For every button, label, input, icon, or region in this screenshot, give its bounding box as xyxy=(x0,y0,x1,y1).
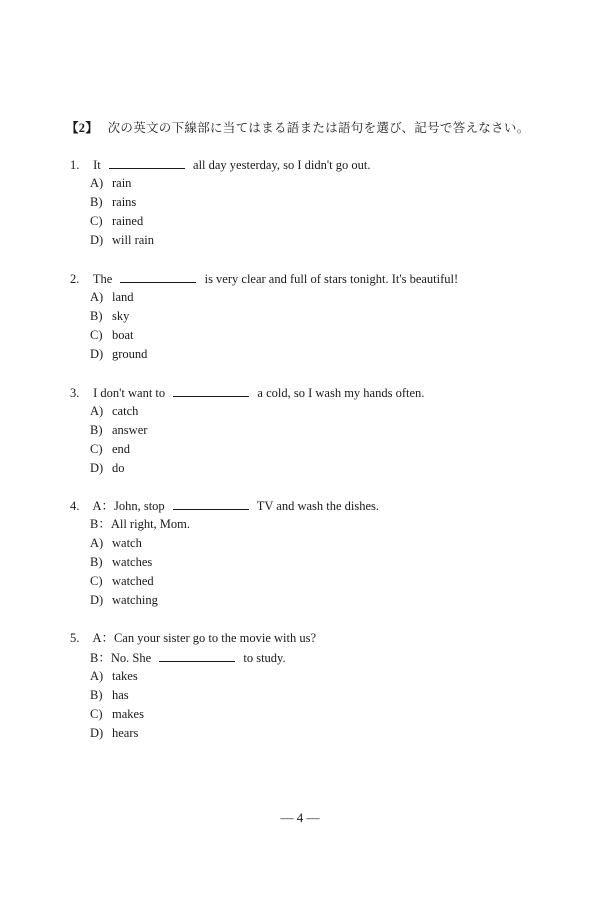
stem-text-before: A：John, stop xyxy=(92,499,165,513)
choice-d xyxy=(70,591,540,610)
choice-letter: D) xyxy=(90,461,104,475)
choice-letter: B) xyxy=(90,688,103,702)
choice-text: watches xyxy=(112,555,153,569)
stem-text-after: a cold, so I wash my hands often. xyxy=(257,386,425,400)
question-4 xyxy=(70,496,540,610)
choice-letter: B) xyxy=(90,195,103,209)
choice-text: catch xyxy=(112,404,139,418)
choice-text: rained xyxy=(112,214,144,228)
question-stem xyxy=(70,269,540,288)
question-5 xyxy=(70,629,540,743)
choice-b xyxy=(70,307,540,326)
choice-text: land xyxy=(112,290,134,304)
choice-b xyxy=(70,686,540,705)
dialogue-line: A：Can your sister go to the movie with us? xyxy=(92,631,317,645)
answer-blank xyxy=(159,648,235,662)
choice-text: do xyxy=(112,461,125,475)
stem-text-before: I don't want to xyxy=(93,386,166,400)
question-2 xyxy=(70,269,540,364)
choice-text: watched xyxy=(112,574,154,588)
choice-text: will rain xyxy=(112,233,155,247)
choice-letter: C) xyxy=(90,442,103,456)
choice-text: rains xyxy=(112,195,137,209)
choice-letter: A) xyxy=(90,669,104,683)
question-stem xyxy=(70,383,540,402)
choice-text: end xyxy=(112,442,131,456)
page-number: — 4 — xyxy=(280,810,320,825)
choice-text: sky xyxy=(112,309,130,323)
stem-text-after: TV and wash the dishes. xyxy=(256,499,380,513)
stem-text-after: to study. xyxy=(243,651,286,665)
choice-text: hears xyxy=(112,726,139,740)
choice-text: ground xyxy=(112,347,148,361)
choice-text: watch xyxy=(112,536,142,550)
stem-text-before: It xyxy=(93,158,101,172)
choice-b xyxy=(70,553,540,572)
choice-letter: D) xyxy=(90,233,104,247)
stem-text-after: all day yesterday, so I didn't go out. xyxy=(193,158,371,172)
choice-letter: C) xyxy=(90,214,103,228)
choice-d xyxy=(70,231,540,250)
section-instruction: 次の英文の下線部に当てはまる語または語句を選び、記号で答えなさい。 xyxy=(107,121,530,135)
choice-letter: B) xyxy=(90,309,103,323)
stem-text-before: B：No. She xyxy=(90,651,152,665)
question-stem xyxy=(70,629,540,648)
choice-b xyxy=(70,193,540,212)
choice-text: answer xyxy=(112,423,148,437)
answer-blank xyxy=(109,155,185,169)
question-stem xyxy=(70,155,540,174)
choice-a xyxy=(70,667,540,686)
choice-a xyxy=(70,402,540,421)
choice-text: boat xyxy=(112,328,134,342)
choice-letter: A) xyxy=(90,290,104,304)
question-number: 2. xyxy=(70,272,80,286)
choice-c xyxy=(70,440,540,459)
choice-letter: C) xyxy=(90,574,103,588)
answer-blank xyxy=(173,496,249,510)
choice-c xyxy=(70,326,540,345)
question-1 xyxy=(70,155,540,250)
question-3 xyxy=(70,383,540,478)
choice-letter: D) xyxy=(90,726,104,740)
choice-a xyxy=(70,288,540,307)
choice-text: has xyxy=(112,688,129,702)
choice-letter: D) xyxy=(90,593,104,607)
question-number: 1. xyxy=(70,158,80,172)
stem-text-after: is very clear and full of stars tonight. It's beautiful! xyxy=(204,272,459,286)
choice-b xyxy=(70,421,540,440)
choice-c xyxy=(70,572,540,591)
choice-text: makes xyxy=(112,707,144,721)
choice-letter: B) xyxy=(90,423,103,437)
question-number: 4. xyxy=(70,499,80,513)
answer-blank xyxy=(173,383,249,397)
choice-letter: A) xyxy=(90,404,104,418)
choice-letter: B) xyxy=(90,555,103,569)
choice-c xyxy=(70,212,540,231)
question-number: 5. xyxy=(70,631,80,645)
choice-d xyxy=(70,459,540,478)
choice-text: watching xyxy=(112,593,158,607)
dialogue-line: B：All right, Mom. xyxy=(90,517,191,531)
choice-d xyxy=(70,724,540,743)
choice-letter: C) xyxy=(90,328,103,342)
choice-a xyxy=(70,174,540,193)
answer-blank xyxy=(120,269,196,283)
choice-letter: A) xyxy=(90,536,104,550)
choice-letter: C) xyxy=(90,707,103,721)
choice-letter: D) xyxy=(90,347,104,361)
choice-d xyxy=(70,345,540,364)
question-number: 3. xyxy=(70,386,80,400)
section-heading xyxy=(66,118,530,136)
choice-a xyxy=(70,534,540,553)
dialogue-line-with-blank xyxy=(70,648,540,667)
stem-text-before: The xyxy=(92,272,113,286)
choice-text: takes xyxy=(112,669,138,683)
question-stem xyxy=(70,496,540,515)
choice-letter: A) xyxy=(90,176,104,190)
choice-text: rain xyxy=(112,176,132,190)
section-number: 【2】 xyxy=(66,121,99,135)
choice-c xyxy=(70,705,540,724)
